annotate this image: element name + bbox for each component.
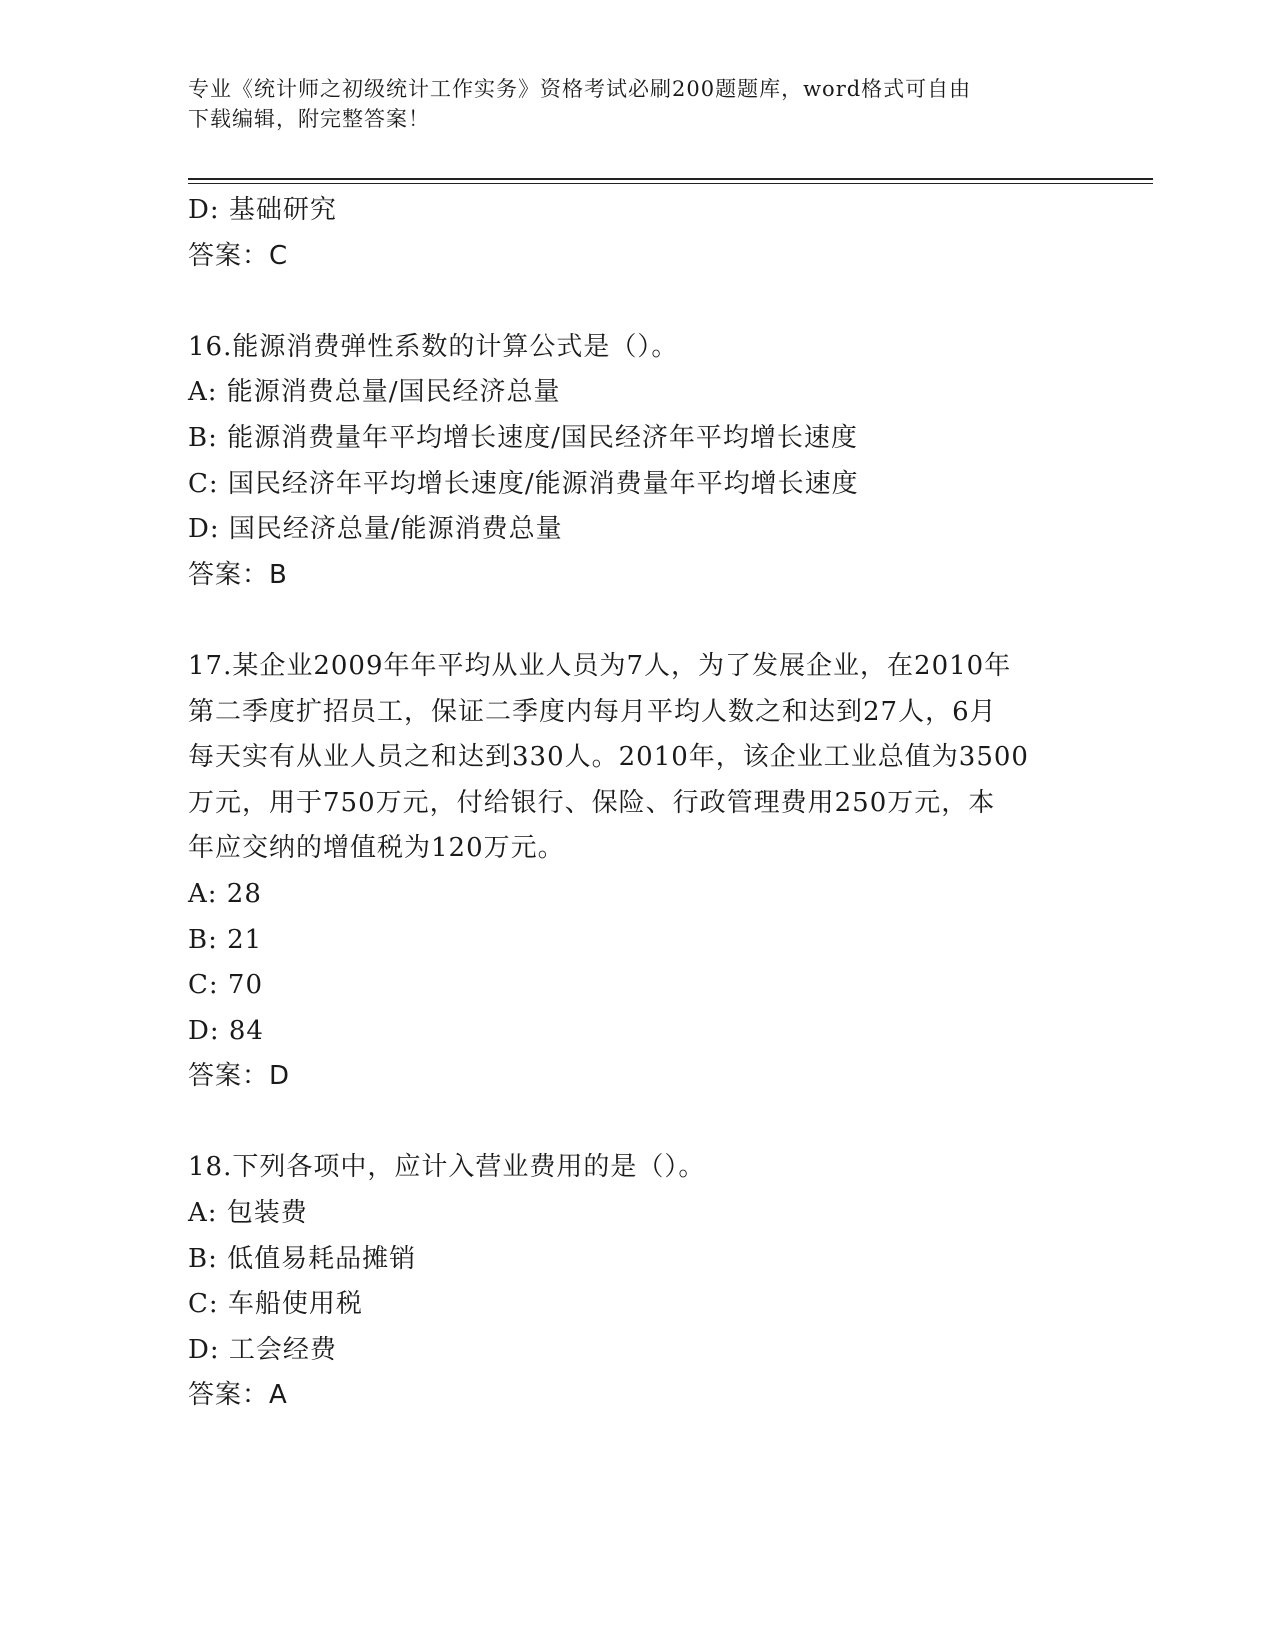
answer-line: 答案：B	[188, 559, 288, 590]
question-18	[188, 1145, 1088, 1419]
answer-line: 答案：C	[188, 240, 289, 271]
question-list	[188, 188, 1088, 1419]
option-d: D: 基础研究	[188, 195, 337, 225]
option-c: C: 车船使用税	[188, 1289, 363, 1320]
stem-line: 第二季度扩招员工，保证二季度内每月平均人数之和达到27人，6月	[188, 696, 997, 727]
option-c: C: 国民经济年平均增长速度/能源消费量年平均增长速度	[188, 468, 859, 499]
stem-line: 年应交纳的增值税为120万元。	[188, 833, 565, 864]
stem-line: 万元，用于750万元，付给银行、保险、行政管理费用250万元，本	[188, 787, 996, 818]
option-b: B: 21	[188, 924, 263, 955]
option-d: D: 国民经济总量/能源消费总量	[188, 514, 563, 545]
option-b: B: 低值易耗品摊销	[188, 1243, 417, 1274]
answer-line: 答案：D	[188, 1061, 291, 1092]
question-17	[188, 644, 1088, 1100]
stem-line: 17.某企业2009年年平均从业人员为7人，为了发展企业，在2010年	[188, 650, 1012, 681]
spacer	[188, 279, 1088, 325]
option-a: A: 能源消费总量/国民经济总量	[188, 377, 561, 408]
stem-line: 16.能源消费弹性系数的计算公式是（）。	[188, 331, 679, 362]
question-16	[188, 325, 1088, 599]
stem-line: 18.下列各项中，应计入营业费用的是（）。	[188, 1152, 706, 1183]
option-b: B: 能源消费量年平均增长速度/国民经济年平均增长速度	[188, 422, 858, 453]
question-stem	[188, 1145, 1088, 1191]
spacer	[188, 1100, 1088, 1146]
option-d: D: 工会经费	[188, 1334, 337, 1365]
question-stem	[188, 325, 1088, 371]
question-stem	[188, 644, 1088, 872]
option-a: A: 28	[188, 878, 262, 909]
answer-line: 答案：A	[188, 1380, 288, 1411]
header-rule-thick	[188, 178, 1153, 180]
option-a: A: 包装费	[188, 1198, 308, 1229]
option-c: C: 70	[188, 970, 264, 1001]
option-d: D: 84	[188, 1015, 264, 1046]
spacer	[188, 598, 1088, 644]
header-rule-thin	[188, 183, 1153, 184]
stem-line: 每天实有从业人员之和达到330人。2010年，该企业工业总值为3500	[188, 742, 1029, 773]
header-line-1: 专业《统计师之初级统计工作实务》资格考试必刷200题题库，word格式可自由	[188, 77, 972, 101]
header-line-2: 下载编辑，附完整答案！	[188, 107, 430, 131]
page-header	[188, 74, 1068, 134]
